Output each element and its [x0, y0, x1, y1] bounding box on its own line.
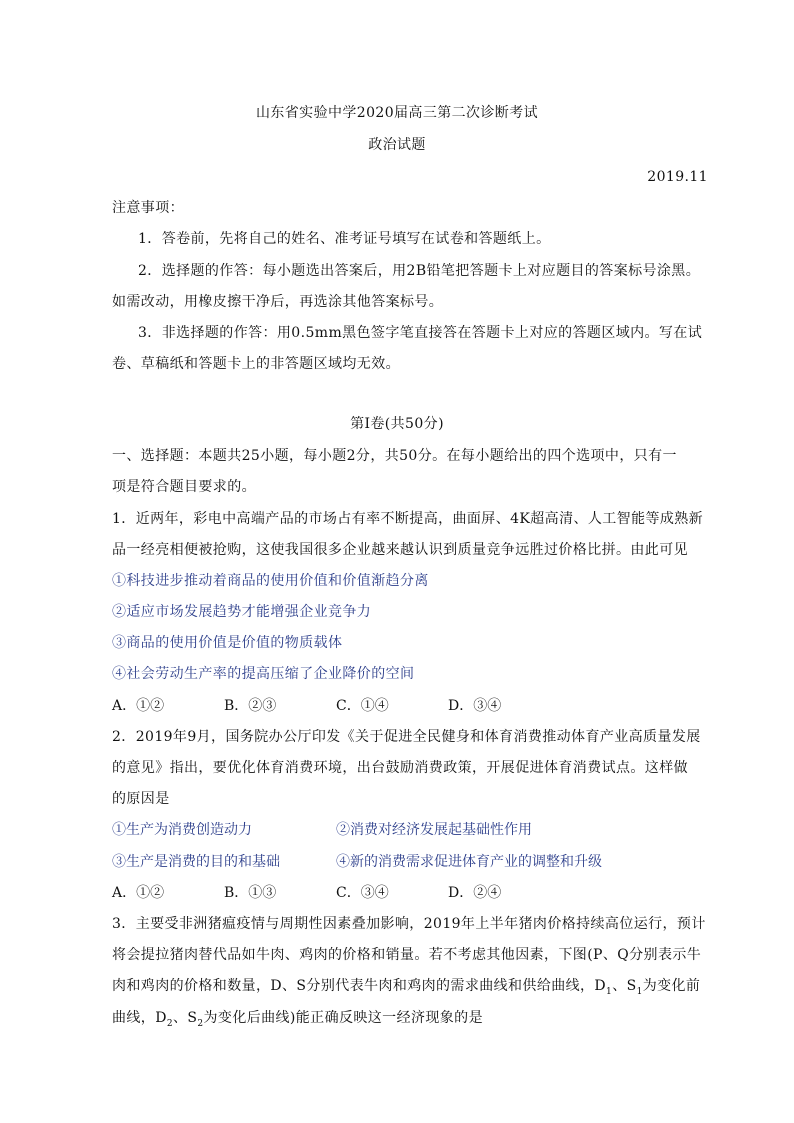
- q1-option-c: C．①④: [336, 698, 389, 714]
- q1-statement-4: ④社会劳动生产率的提高压缩了企业降价的空间: [112, 666, 415, 682]
- exam-date: 2019.11: [647, 169, 708, 185]
- notice-item-1: 1．答卷前，先将自己的姓名、准考证号填写在试卷和答题纸上。: [138, 231, 551, 247]
- q3-separator-1: 、: [612, 978, 627, 994]
- q3-stem-cont-1: 将会提拉猪肉替代品如牛肉、鸡肉的价格和销量。若不考虑其他因素，下图(P、Q分别表示牛: [112, 947, 702, 963]
- q2-option-d: D．②④: [448, 885, 502, 901]
- notice-item-2-cont: 如需改动，用橡皮擦干净后，再选涂其他答案标号。: [112, 294, 444, 310]
- q2-stem-end: 的原因是: [112, 791, 170, 807]
- q2-statement-4: ④新的消费需求促进体育产业的调整和升级: [336, 854, 602, 870]
- q1-statement-1: ①科技进步推动着商品的使用价值和价值渐趋分离: [112, 573, 429, 589]
- q3-s2-subscript: 2: [197, 1018, 204, 1029]
- q1-statement-3: ③商品的使用价值是价值的物质载体: [112, 635, 343, 651]
- notice-heading: 注意事项：: [112, 200, 184, 216]
- q3-s1-label: S: [626, 978, 637, 994]
- q3-stem-cont-3: [112, 1009, 483, 1027]
- q3-stem: 3．主要受非洲猪瘟疫情与周期性因素叠加影响，2019年上半年猪肉价格持续高位运行，预计: [112, 916, 706, 932]
- notice-item-3-cont: 卷、草稿纸和答题卡上的非答题区域均无效。: [112, 356, 400, 372]
- q1-stem-cont: 品一经亮相便被抢购，这使我国很多企业越来越认识到质量竞争远胜过价格比拼。由此可见: [112, 542, 688, 558]
- section-instruction-cont: 项是符合题目要求的。: [112, 479, 256, 495]
- q2-statement-2: ②消费对经济发展起基础性作用: [336, 822, 532, 838]
- q3-d2-label: D: [155, 1010, 167, 1026]
- q2-statement-3: ③生产是消费的目的和基础: [112, 854, 280, 870]
- q3-d1-subscript: 1: [606, 986, 613, 997]
- q1-option-d: D．③④: [448, 698, 502, 714]
- q3-stem-cont-3-end: 为变化后曲线)能正确反映这一经济现象的是: [203, 1010, 483, 1026]
- q1-statement-2: ②适应市场发展趋势才能增强企业竞争力: [112, 604, 372, 620]
- q3-d2-subscript: 2: [166, 1018, 173, 1029]
- q1-stem: 1．近两年，彩电中高端产品的市场占有率不断提高，曲面屏、4K超高清、人工智能等成熟新: [112, 511, 704, 527]
- q2-stem-cont: 的意见》指出，要优化体育消费环境，出台鼓励消费政策，开展促进体育消费试点。这样做: [112, 760, 688, 776]
- exam-title: 山东省实验中学2020届高三第二次诊断考试: [255, 105, 539, 121]
- q2-option-c: C．③④: [336, 885, 389, 901]
- q3-s1-subscript: 1: [636, 986, 643, 997]
- q2-option-b: B．①③: [224, 885, 277, 901]
- q3-d1-label: D: [594, 978, 607, 994]
- q3-stem-cont-2-text: 肉和鸡肉的价格和数量，D、S分别代表牛肉和鸡肉的需求曲线和供给曲线，: [112, 978, 595, 994]
- q3-stem-cont-3-text: 曲线，: [112, 1010, 156, 1026]
- notice-item-2: 2．选择题的作答：每小题选出答案后，用2B铅笔把答题卡上对应题目的答案标号涂黑。: [138, 263, 701, 279]
- section-title: 第Ⅰ卷(共50分): [350, 416, 444, 432]
- q1-option-b: B．②③: [224, 698, 277, 714]
- q1-option-a: A．①②: [112, 698, 165, 714]
- q3-s2-label: S: [187, 1010, 198, 1026]
- q3-stem-cont-2: [112, 977, 700, 995]
- subject-title: 政治试题: [368, 137, 426, 153]
- section-instruction: 一、选择题：本题共25小题，每小题2分，共50分。在每小题给出的四个选项中，只有一: [112, 448, 677, 464]
- q3-stem-cont-2-end: 为变化前: [642, 978, 701, 994]
- q2-stem: 2．2019年9月，国务院办公厅印发《关于促进全民健身和体育消费推动体育产业高质量发展: [112, 729, 701, 745]
- notice-item-3: 3．非选择题的作答：用0.5mm黑色签字笔直接答在答题卡上对应的答题区域内。写在试: [138, 325, 703, 341]
- q2-statement-1: ①生产为消费创造动力: [112, 822, 252, 838]
- q3-separator-2: 、: [172, 1010, 188, 1026]
- q2-option-a: A．①②: [112, 885, 165, 901]
